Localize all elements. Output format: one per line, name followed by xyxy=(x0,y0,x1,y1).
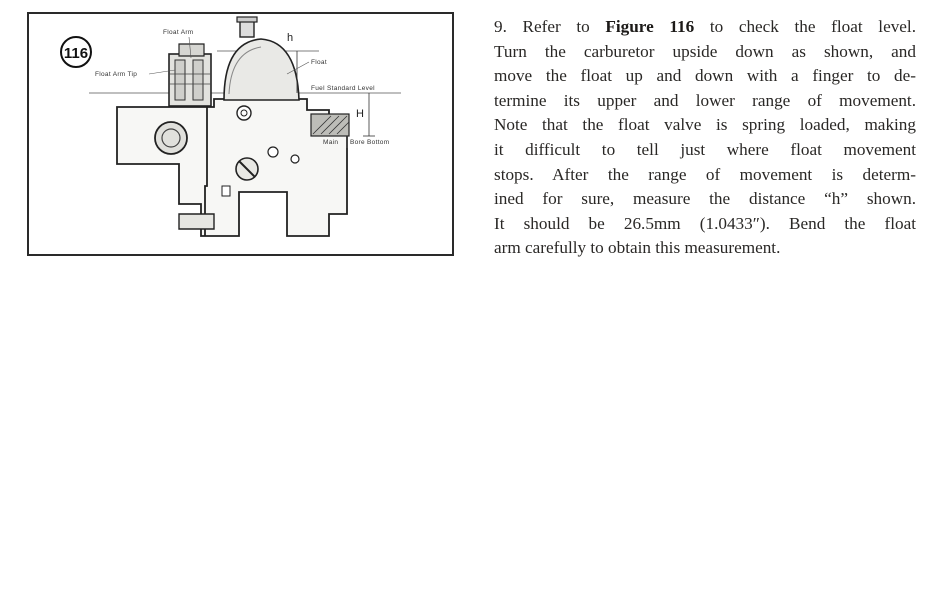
dimension-H-label: H xyxy=(356,108,364,120)
text-line-2: Turn the carburetor upside down as shown, and xyxy=(494,41,916,61)
label-bore-bottom: Bore Bottom xyxy=(350,139,390,146)
dimension-h-label: h xyxy=(287,32,294,44)
text-line-9: It should be 26.5mm (1.0433″). Bend the float xyxy=(494,213,916,233)
text-line-10: arm carefully to obtain this measurement. xyxy=(494,238,781,258)
instruction-paragraph xyxy=(494,15,916,261)
bolt-head xyxy=(155,122,187,154)
text-line-1: 9. Refer to Figure 116 to check the float level. xyxy=(494,17,916,36)
text-line-8: ined for sure, measure the distance “h” shown. xyxy=(494,189,916,209)
figure-116 xyxy=(27,12,454,256)
figure-number: 116 xyxy=(63,45,89,62)
text-line-3: move the float up and down with a finger to de- xyxy=(494,66,916,86)
text-line-7: stops. After the range of movement is determ- xyxy=(494,164,916,184)
text-line-4: termine its upper and lower range of movement. xyxy=(494,90,916,110)
text-line-5: Note that the float valve is spring loaded, making xyxy=(494,115,916,135)
float-dome xyxy=(224,39,299,100)
label-float-arm: Float Arm xyxy=(163,29,194,36)
label-float: Float xyxy=(311,59,327,66)
label-float-arm-tip: Float Arm Tip xyxy=(95,71,138,78)
label-fuel-standard-level: Fuel Standard Level xyxy=(311,85,375,92)
figure-reference: Figure 116 xyxy=(605,17,695,36)
label-main: Main xyxy=(323,139,339,146)
carburetor-diagram xyxy=(29,14,452,254)
fitting-ring xyxy=(237,106,251,120)
text-line-6: it difficult to tell just where float movement xyxy=(494,139,916,159)
